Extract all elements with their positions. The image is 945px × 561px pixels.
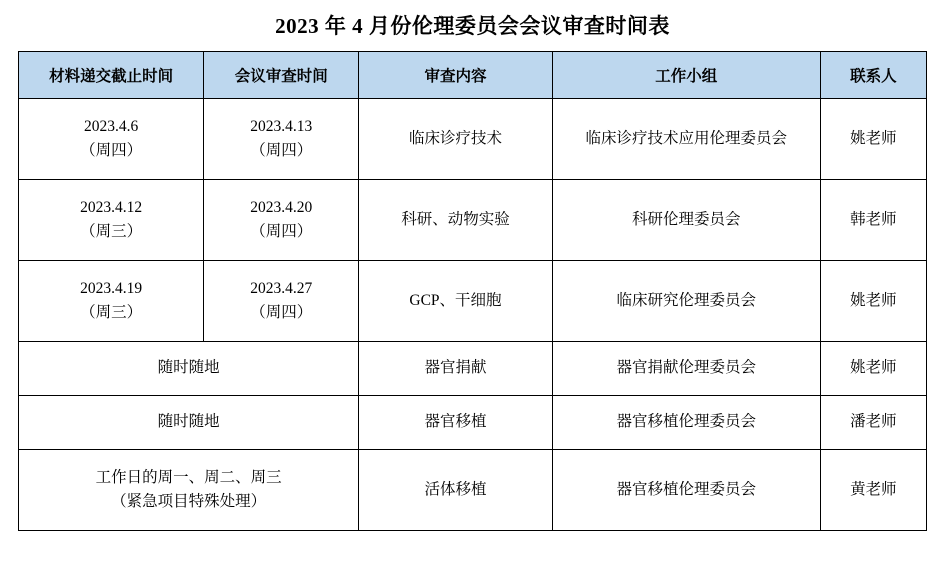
meeting-weekday: （周四） [250, 304, 313, 321]
cell-working-group: 器官移植伦理委员会 [552, 450, 820, 531]
deadline-weekday: （周三） [80, 223, 143, 240]
cell-deadline-merged [19, 450, 359, 531]
table-row [19, 99, 927, 180]
cell-working-group: 临床诊疗技术应用伦理委员会 [552, 99, 820, 180]
cell-meeting-time [204, 261, 359, 342]
cell-deadline-merged: 随时随地 [19, 342, 359, 396]
deadline-merged-line2: （紧急项目特殊处理） [111, 493, 267, 510]
table-row [19, 180, 927, 261]
cell-working-group: 科研伦理委员会 [552, 180, 820, 261]
column-header-working-group: 工作小组 [552, 52, 820, 99]
page-title: 2023 年 4 月份伦理委员会会议审查时间表 [275, 14, 670, 38]
deadline-date: 2023.4.12 [80, 198, 143, 216]
cell-meeting-time [204, 99, 359, 180]
cell-review-content: 临床诊疗技术 [359, 99, 552, 180]
cell-deadline [19, 99, 204, 180]
cell-review-content: 器官捐献 [359, 342, 552, 396]
deadline-date: 2023.4.6 [83, 117, 139, 135]
table-header-row [19, 52, 927, 99]
meeting-weekday: （周四） [250, 223, 313, 240]
cell-working-group: 器官移植伦理委员会 [552, 396, 820, 450]
meeting-date: 2023.4.20 [250, 198, 313, 216]
cell-review-content: 活体移植 [359, 450, 552, 531]
column-header-deadline: 材料递交截止时间 [19, 52, 204, 99]
cell-deadline [19, 261, 204, 342]
meeting-date: 2023.4.27 [250, 279, 313, 297]
column-header-review-content: 审查内容 [359, 52, 552, 99]
table-row [19, 450, 927, 531]
table-body [19, 99, 927, 531]
deadline-merged-line1: 工作日的周一、周二、周三 [95, 468, 282, 486]
cell-working-group: 临床研究伦理委员会 [552, 261, 820, 342]
cell-review-content: 科研、动物实验 [359, 180, 552, 261]
cell-review-content: GCP、干细胞 [359, 261, 552, 342]
table-header [19, 52, 927, 99]
deadline-date: 2023.4.19 [80, 279, 143, 297]
cell-working-group: 器官捐献伦理委员会 [552, 342, 820, 396]
column-header-contact: 联系人 [820, 52, 926, 99]
cell-contact: 黄老师 [820, 450, 926, 531]
cell-meeting-time [204, 180, 359, 261]
table-row [19, 261, 927, 342]
meeting-date: 2023.4.13 [250, 117, 313, 135]
column-header-meeting-time: 会议审查时间 [204, 52, 359, 99]
cell-deadline-merged: 随时随地 [19, 396, 359, 450]
cell-contact: 潘老师 [820, 396, 926, 450]
deadline-weekday: （周三） [80, 304, 143, 321]
cell-contact: 韩老师 [820, 180, 926, 261]
table-row [19, 342, 927, 396]
cell-review-content: 器官移植 [359, 396, 552, 450]
ethics-review-schedule-table [18, 51, 927, 531]
cell-deadline [19, 180, 204, 261]
cell-contact: 姚老师 [820, 99, 926, 180]
cell-contact: 姚老师 [820, 342, 926, 396]
meeting-weekday: （周四） [250, 142, 313, 159]
cell-contact: 姚老师 [820, 261, 926, 342]
deadline-weekday: （周四） [80, 142, 143, 159]
table-row [19, 396, 927, 450]
